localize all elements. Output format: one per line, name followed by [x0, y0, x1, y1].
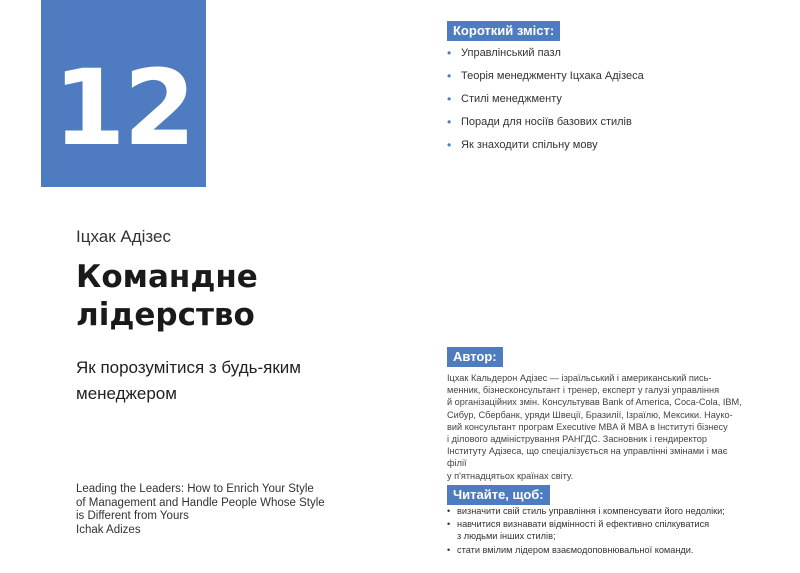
summary-item: • Управлінський пазл: [447, 46, 644, 69]
original-author: Ichak Adizes: [76, 523, 141, 536]
original-title-line: is Different from Yours: [76, 510, 189, 522]
summary-label: Короткий зміст:: [447, 21, 560, 41]
author-bio-line: Іцхак Кальдерон Адізес — ізраїльський і американський пись-: [447, 373, 712, 383]
author-bio-line: й організаційних змін. Консультував Bank of America, Coca-Cola, IBM,: [447, 397, 742, 408]
book-subtitle: Як порозумітися з будь-яким менеджером: [76, 358, 301, 403]
author-bio-line: менник, бізнесконсультант і тренер, експерт у галузі управління: [447, 385, 720, 396]
read-to-item: [447, 505, 767, 517]
author-label: Автор:: [447, 347, 503, 367]
read-to-item-line: • стати вмілим лідером взаємодоповнювальної команди.: [457, 544, 694, 555]
original-title: [76, 483, 346, 537]
read-to-item: [447, 544, 767, 556]
summary-item: • Поради для носіїв базових стилів: [447, 115, 644, 138]
summary-list: [447, 46, 644, 161]
read-to-item-line: • навчитися визнавати відмінності й ефективно спілкуватися: [457, 519, 710, 530]
summary-item: • Як знаходити спільну мову: [447, 138, 644, 161]
author-bio-line: Сибур, Сбербанк, уряди Швеції, Бразилії, Ізраїлю, Мексики. Науко-: [447, 409, 733, 420]
read-to-item-line: з людьми інших стилів;: [457, 531, 556, 542]
author-bio-line: вий консультант програм Executive MBA й MBA в Інституті бізнесу: [447, 421, 728, 432]
book-author: Іцхак Адізес: [76, 227, 171, 246]
author-bio-line: у п'ятнадцятьох країнах світу.: [447, 470, 574, 481]
author-bio-line: і ділового адміністрування РАНГДС. Засновник і гендиректор: [447, 434, 707, 445]
author-bio: [447, 372, 747, 482]
read-to-label: Читайте, щоб:: [447, 485, 550, 505]
original-title-line: Leading the Leaders: How to Enrich Your Style: [76, 483, 314, 495]
summary-item: • Стилі менеджменту: [447, 92, 644, 115]
book-title: Командне лідерство: [76, 259, 258, 333]
summary-item: • Теорія менеджменту Іцхака Адізеса: [447, 69, 644, 92]
chapter-number: 12: [53, 47, 194, 169]
chapter-number-block: [41, 0, 206, 187]
read-to-list: [447, 505, 767, 557]
read-to-item: [447, 518, 767, 542]
author-bio-line: Інституту Адізеса, що спеціалізується на управлінні змінами і має філії: [447, 446, 728, 469]
read-to-item-line: • визначити свій стиль управління і компенсувати його недоліки;: [457, 506, 725, 516]
original-title-line: of Management and Handle People Whose Style: [76, 496, 325, 509]
